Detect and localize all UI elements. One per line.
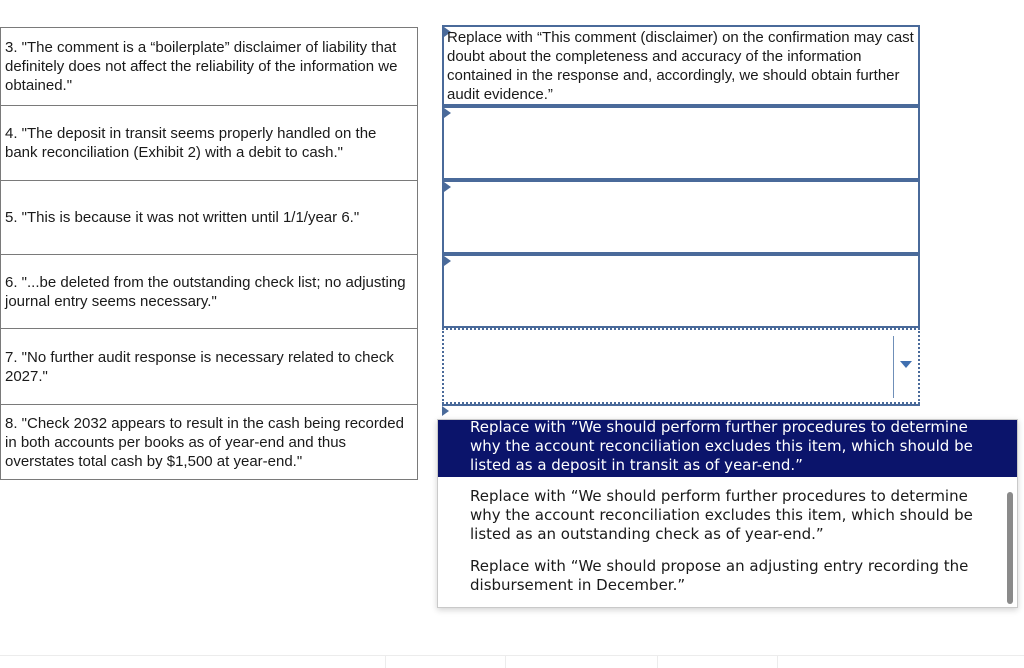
answer-text-3: Replace with “This comment (disclaimer) on the confirmation may cast doubt about the completeness and accuracy of the information contained in the response and, accordingly, we should obtain further audit evidence.” [447, 29, 914, 103]
answer-marker-icon [444, 256, 451, 266]
dropdown-option-adjusting-entry[interactable] [438, 557, 1017, 597]
answer-marker-icon [444, 108, 451, 118]
footer-divider [0, 655, 1024, 656]
statement-text-3: 3. "The comment is a “boilerplate” disclaimer of liability that definitely does not affect the reliability of the information we obtained." [5, 39, 398, 94]
footer-tick [657, 656, 658, 668]
statement-text-5: 5. "This is because it was not written until 1/1/year 6." [5, 209, 360, 226]
select-divider [893, 336, 894, 398]
answer-marker-icon [442, 406, 449, 416]
statement-cell-4 [0, 105, 418, 181]
answer-cell-3[interactable] [442, 25, 920, 106]
answer-cell-5[interactable] [442, 180, 920, 254]
chevron-down-icon[interactable] [900, 361, 912, 368]
answer-cell-6[interactable] [442, 254, 920, 328]
answer-dropdown-list[interactable] [437, 419, 1018, 608]
answer-cell-4[interactable] [442, 106, 920, 180]
statement-text-6: 6. "...be deleted from the outstanding check list; no adjusting journal entry seems necessary." [5, 273, 406, 310]
footer-tick [505, 656, 506, 668]
footer-tick [385, 656, 386, 668]
statement-text-4: 4. "The deposit in transit seems properly handled on the bank reconciliation (Exhibit 2) with a debit to cash." [5, 125, 377, 161]
dropdown-scrollbar[interactable] [1007, 492, 1013, 604]
statement-cell-6 [0, 254, 418, 329]
dropdown-option-label: Replace with “We should propose an adjusting entry recording the disbursement in December.” [470, 557, 969, 594]
statement-text-8: 8. "Check 2032 appears to result in the cash being recorded in both accounts per books as of year-end and thus overstates total cash by $1,500 at year-end." [5, 414, 404, 470]
dropdown-option-deposit-in-transit[interactable] [438, 419, 1017, 477]
answer-cell-8[interactable] [442, 404, 920, 420]
dropdown-option-label: Replace with “We should perform further procedures to determine why the account reconciliation excludes this item, which should be listed as a deposit in transit as of year-end.” [470, 419, 973, 474]
answer-marker-icon [444, 182, 451, 192]
statement-cell-5 [0, 180, 418, 255]
dropdown-option-outstanding-check[interactable] [438, 487, 1017, 547]
statement-cell-7 [0, 328, 418, 405]
statement-cell-8 [0, 404, 418, 480]
footer-tick [777, 656, 778, 668]
statement-cell-3 [0, 27, 418, 106]
statement-text-7: 7. "No further audit response is necessary related to check 2027." [5, 348, 394, 385]
dropdown-option-label: Replace with “We should perform further procedures to determine why the account reconciliation excludes this item, which should be listed as an outstanding check as of year-end.” [470, 487, 973, 543]
answer-select-7[interactable] [442, 328, 920, 404]
